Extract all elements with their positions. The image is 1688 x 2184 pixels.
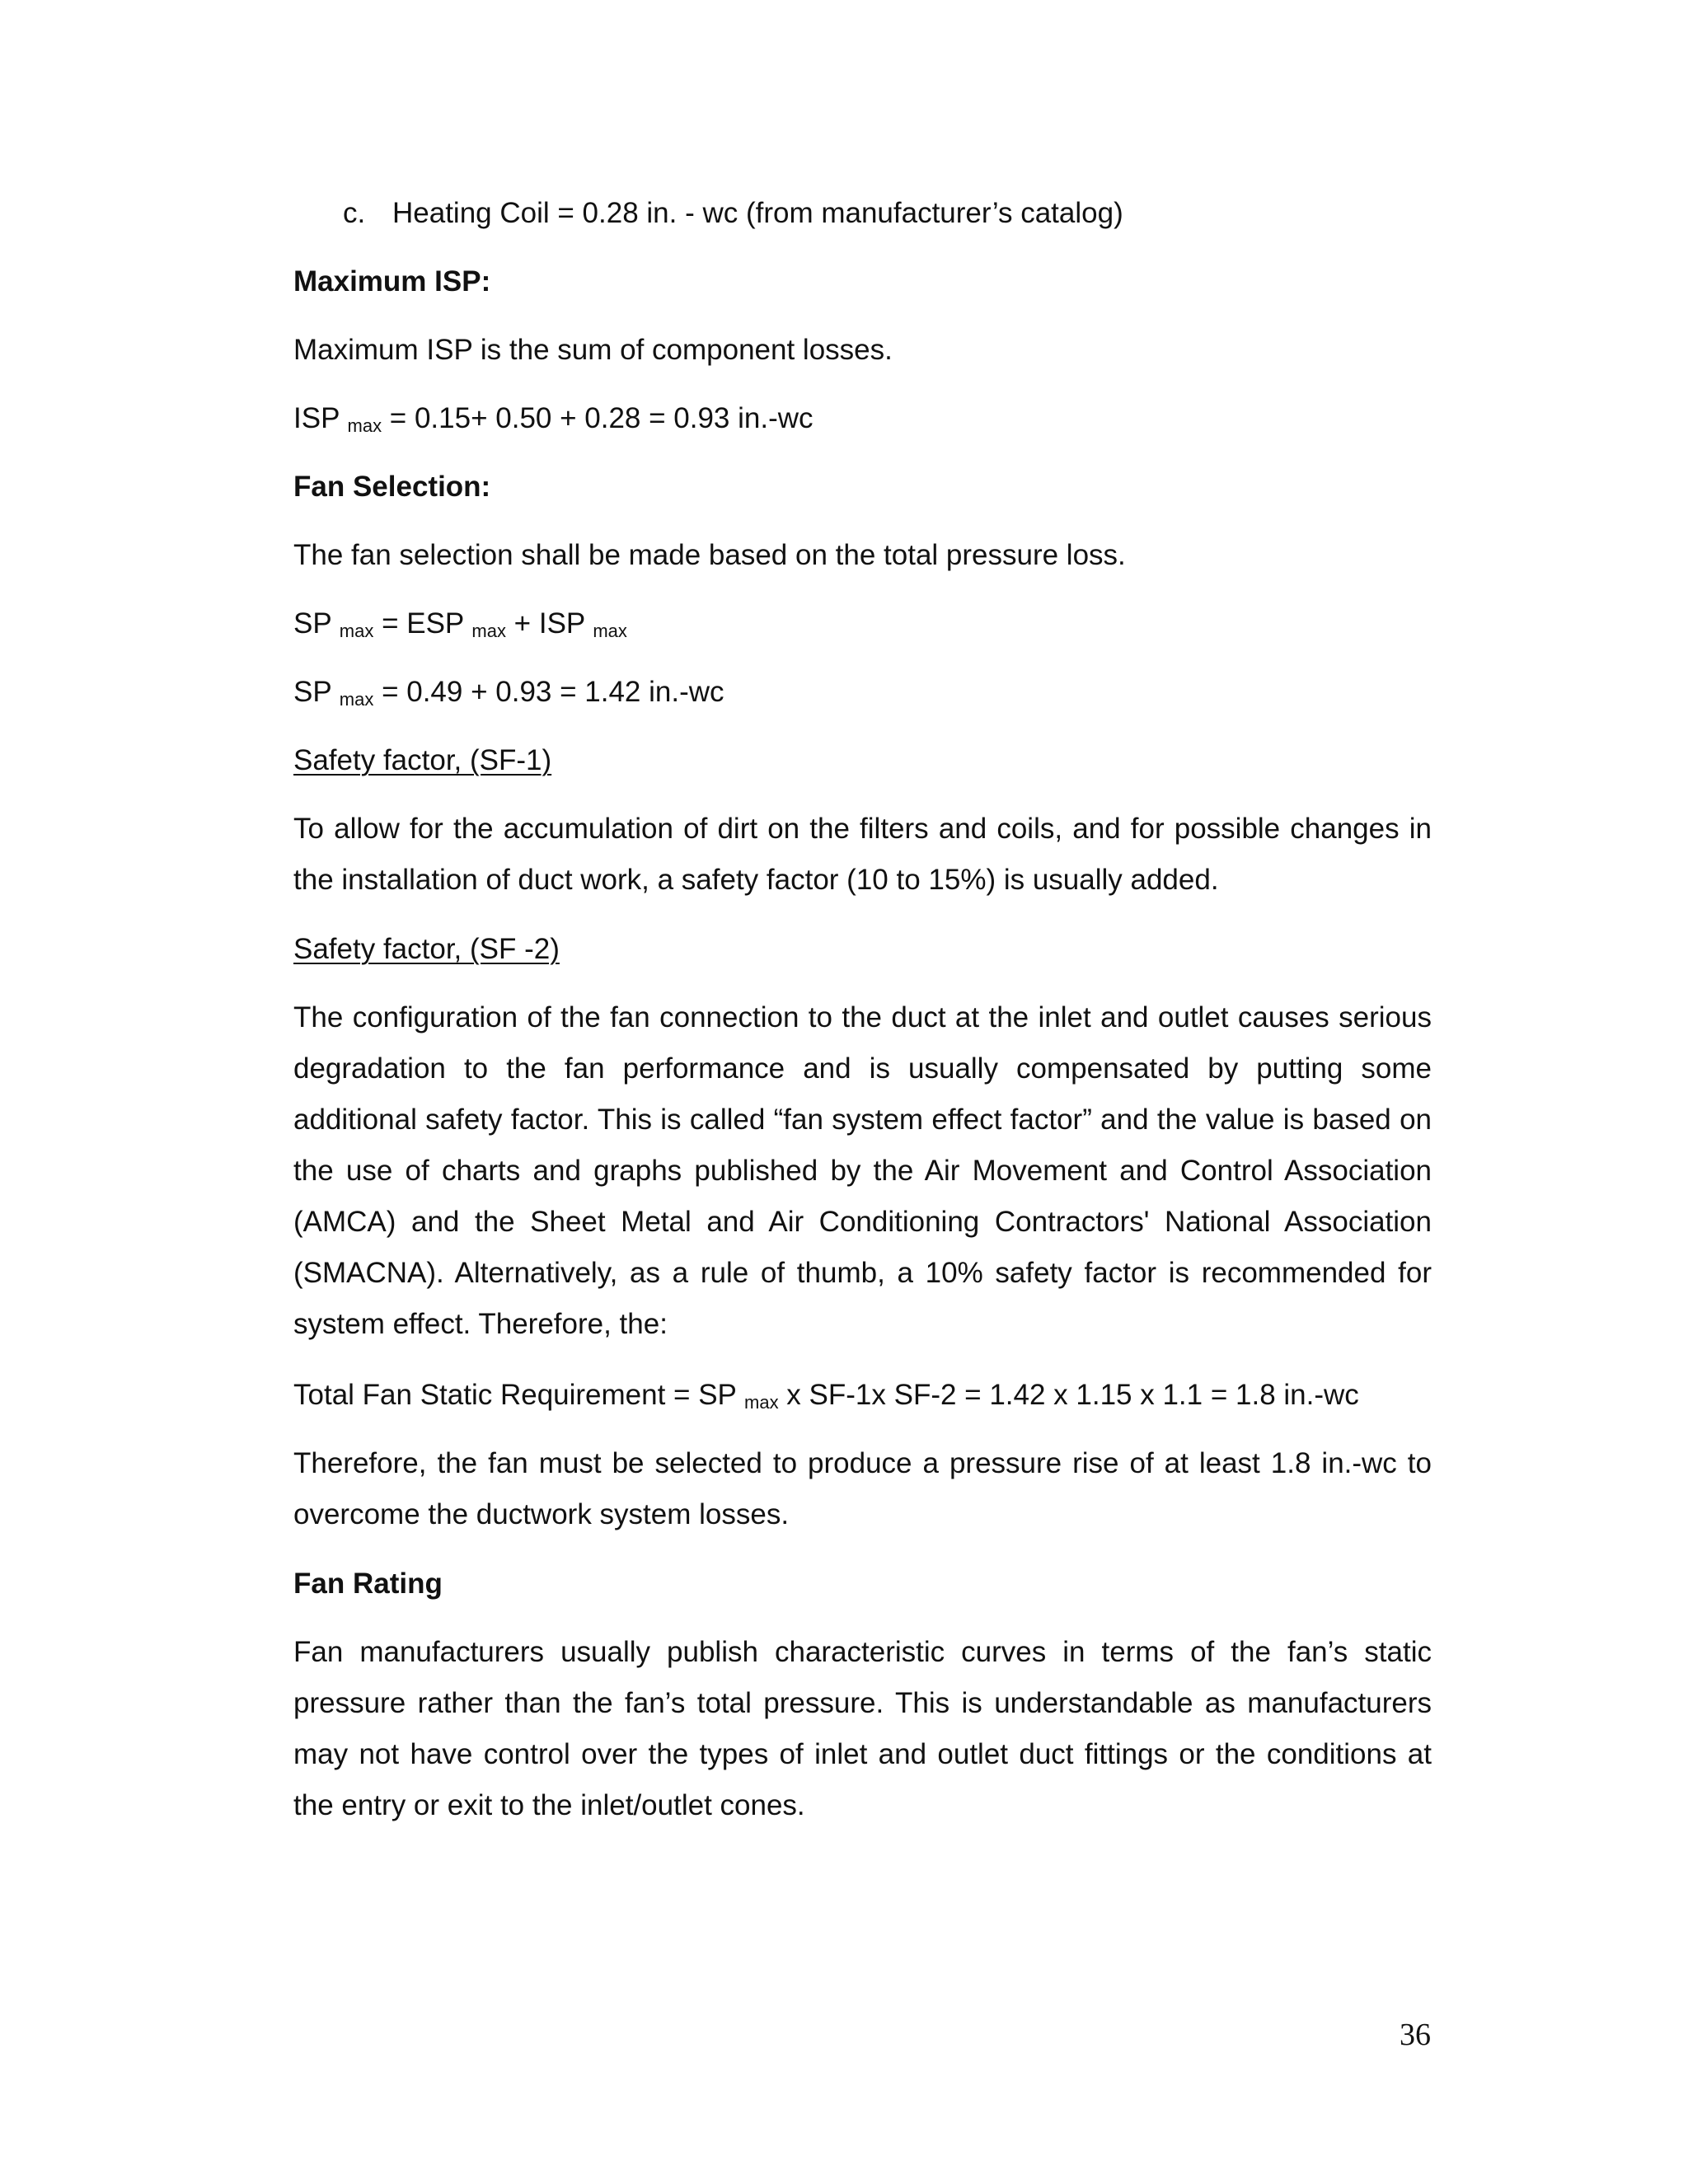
heading-fan-rating: Fan Rating bbox=[293, 1568, 443, 1600]
paragraph-fan-rating: Fan manufacturers usually publish characteristic curves in terms of the fan’s static pressure rather than the fan’s total pressure. This is understandable as manufacturers may not have control over the types of inlet and outlet duct fittings or the conditions at the entry or exit to the inlet/outlet cones. bbox=[293, 1636, 1432, 1821]
paragraph-maximum-isp: Maximum ISP is the sum of component losses. bbox=[293, 334, 893, 366]
list-item-letter: c. bbox=[343, 197, 366, 229]
paragraph-fan-selection: The fan selection shall be made based on the total pressure loss. bbox=[293, 539, 1126, 571]
paragraph-therefore: Therefore, the fan must be selected to produce a pressure rise of at least 1.8 in.-wc to overcome the ductwork system losses. bbox=[293, 1447, 1432, 1530]
subheading-safety-factor-1: Safety factor, (SF-1) bbox=[293, 744, 552, 776]
equation-sp-max-value: SP $_{max}$ = 0.49 + 0.93 = 1.42 in.-wc bbox=[293, 676, 724, 710]
equation-total-fan-static: Total Fan Static Requirement = SP $_{max}$ x SF-1x SF-2 = 1.42 x 1.15 x 1.1 = 1.8 in.-wc bbox=[293, 1379, 1359, 1413]
heading-fan-selection: Fan Selection: bbox=[293, 471, 491, 503]
paragraph-safety-factor-1: To allow for the accumulation of dirt on the filters and coils, and for possible changes in the installation of duct work, a safety factor (10 to 15%) is usually added. bbox=[293, 813, 1432, 896]
equation-isp-max: ISP $_{max}$ = 0.15+ 0.50 + 0.28 = 0.93 in.-wc bbox=[293, 402, 814, 436]
paragraph-safety-factor-2: The configuration of the fan connection to the duct at the inlet and outlet causes serious degradation to the fan performance and is usually compensated by putting some additional safety factor. This is called “fan system effect factor” and the value is based on the use of charts and graphs published by the Air Movement and Control Association (AMCA) and the Sheet Metal and Air Conditioning Contractors' National Association (SMACNA). Alternatively, as a rule of thumb, a 10% safety factor is recommended for system effect. Therefore, the: bbox=[293, 1001, 1432, 1340]
heading-maximum-isp: Maximum ISP: bbox=[293, 265, 491, 298]
subheading-safety-factor-2: Safety factor, (SF -2) bbox=[293, 933, 560, 965]
list-item-c bbox=[343, 188, 1432, 239]
page-number: 36 bbox=[1400, 2018, 1431, 2052]
equation-sp-max-formula: SP $_{max}$ = ESP $_{max}$ + ISP $_{max}$ bbox=[293, 607, 627, 641]
list-item-text: Heating Coil = 0.28 in. - wc (from manufacturer’s catalog) bbox=[392, 197, 1123, 229]
